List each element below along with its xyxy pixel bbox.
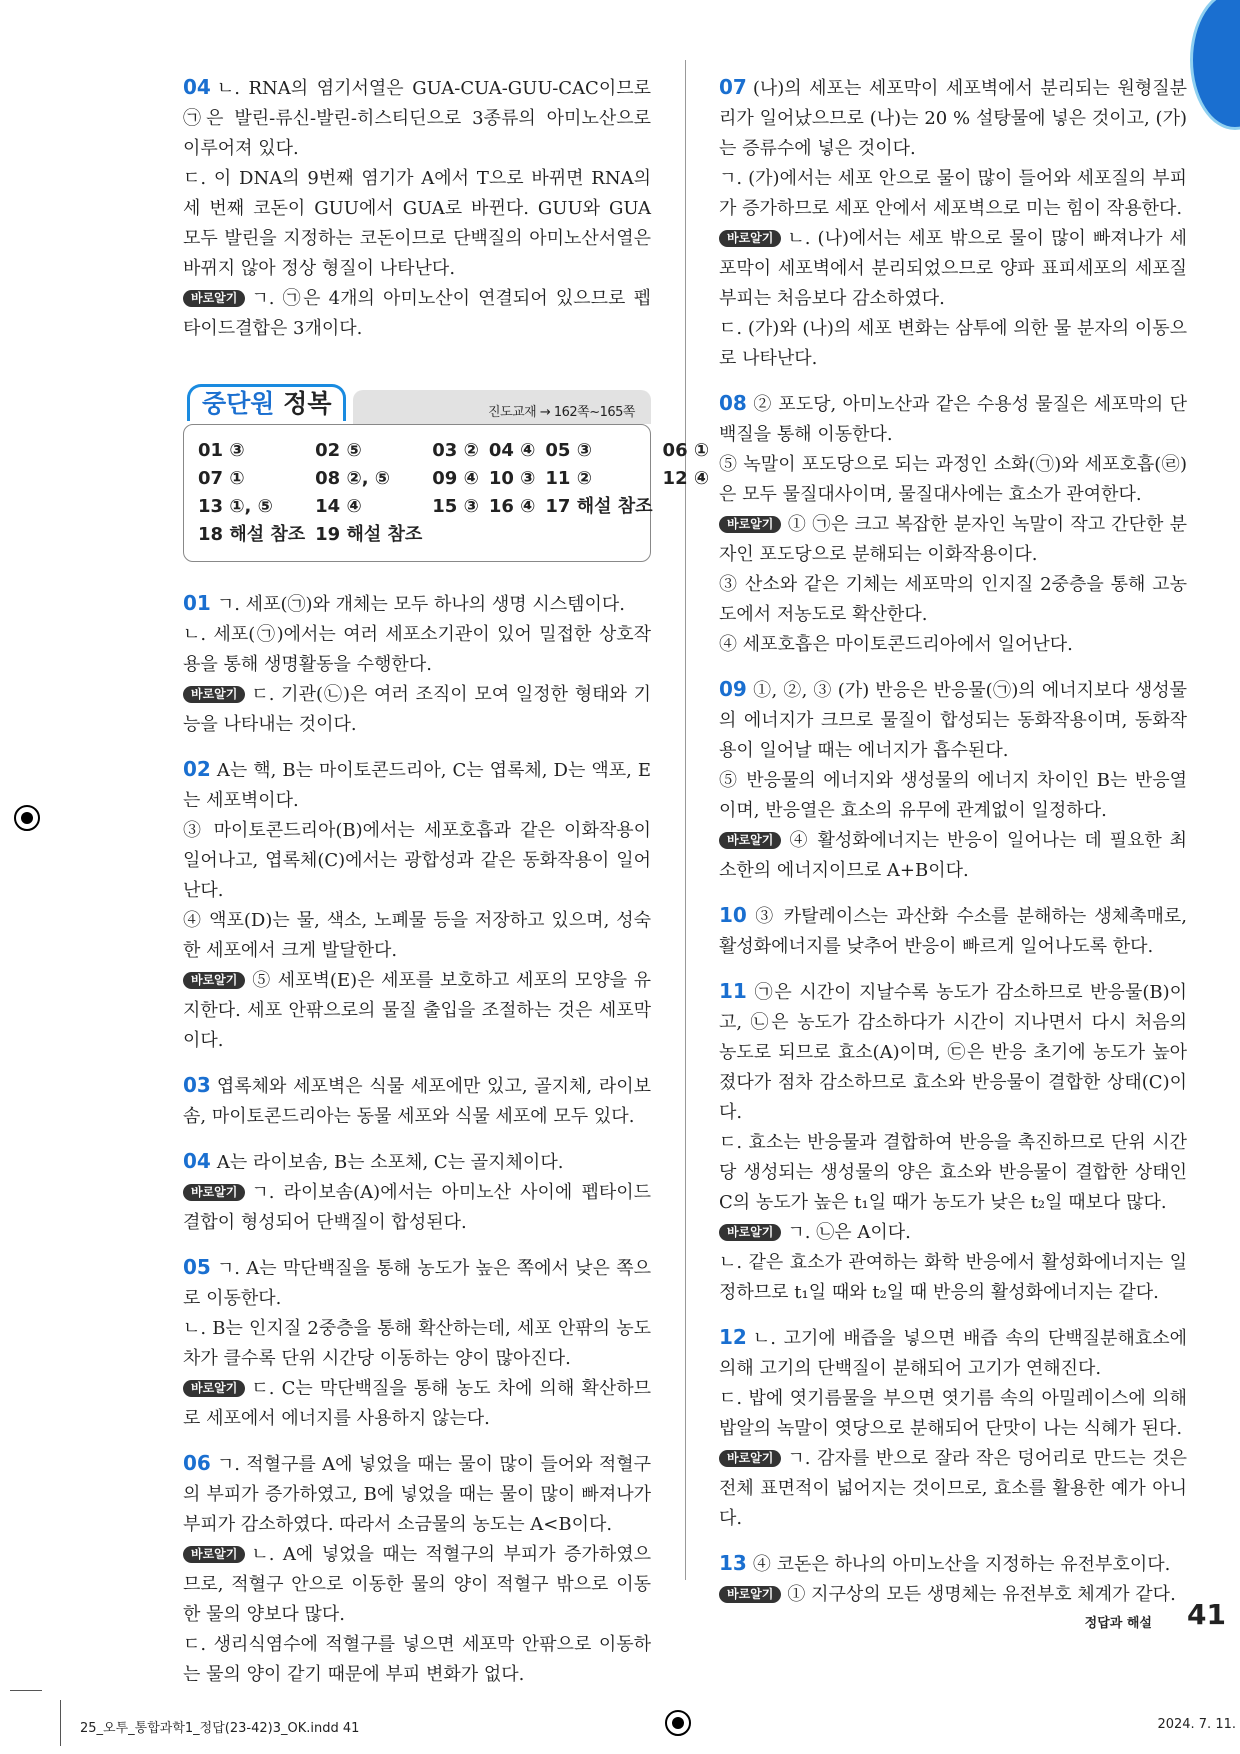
correction-badge: 바로알기 [183,686,245,703]
explanation-text: ㄷ. 기관(㉡)은 여러 조직이 모여 일정한 형태와 기능을 나타내는 것이다. [183,684,651,735]
explanation-paragraph [719,450,1187,510]
explanation-paragraph [719,766,1187,826]
answer-key-item: 13 ①, ⑤ [198,496,273,517]
explanation-text: ⑤ 반응물의 에너지와 생성물의 에너지 차이인 B는 반응열이며, 반응열은 효소의 유무에 관계없이 일정하다. [719,770,1187,821]
explanation-paragraph [719,72,1187,164]
explanation-text: (나)의 세포는 세포막이 세포벽에서 분리되는 원형질분리가 일어났으므로 (나)는 20 % 설탕물에 넣은 것이고, (가)는 증류수에 넣은 것이다. [719,78,1187,159]
answer-key-item: 10 ③ [488,468,536,489]
answer-key-item: 09 ④ [432,468,479,489]
explanation-text: ⑤ 녹말이 포도당으로 되는 과정인 소화(㉠)와 세포호흡(㉣)은 모두 물질대사이며, 물질대사에는 효소가 관여한다. [719,454,1187,505]
explanation-paragraph [719,1218,1187,1248]
page-number: 41 [1187,1598,1226,1631]
explanation-text: ③ 마이토콘드리아(B)에서는 세포호흡과 같은 이화작용이 일어나고, 엽록체(C)에서는 광합성과 같은 동화작용이 일어난다. [183,820,651,901]
explanation-paragraph [719,570,1187,630]
review-page-range: 진도교재 → 162쪽~165쪽 [353,390,651,424]
explanation-text: ㄱ. (가)에서는 세포 안으로 물이 많이 들어와 세포질의 부피가 증가하므로 세포 안에서 세포벽으로 미는 힘이 작용한다. [719,168,1187,219]
explanation-paragraph [719,388,1187,450]
explanation-text: ④ 액포(D)는 물, 색소, 노폐물 등을 저장하고 있으며, 성숙한 세포에서 크게 발달한다. [183,910,651,961]
explanation-text: ② 포도당, 아미노산과 같은 수용성 물질은 세포막의 단백질을 통해 이동한다. [719,394,1187,445]
explanation-paragraph [719,826,1187,886]
review-title [187,384,346,421]
file-name: 25_오투_통합과학1_정답(23-42)3_OK.indd 41 [80,1721,360,1736]
explanation-paragraph [183,1252,651,1314]
answer-key-item: 15 ③ [432,496,479,517]
left-column [183,72,710,1704]
answer-explanation [183,72,651,344]
explanation-text: ③ 카탈레이스는 과산화 수소를 분해하는 생체촉매로, 활성화에너지를 낮추어 반응이 빠르게 일어나도록 한다. [719,906,1187,957]
correction-badge: 바로알기 [719,516,781,533]
correction-badge: 바로알기 [719,1224,781,1241]
explanation-text: ㄱ. 라이보솜(A)에서는 아미노산 사이에 펩타이드결합이 형성되어 단백질이 합성된다. [183,1182,651,1233]
review-title-black: 정복 [283,389,332,418]
explanation-paragraph [183,1070,651,1132]
explanation-paragraph [183,620,651,680]
explanation-paragraph [183,1178,651,1238]
explanation-text: ㄴ. RNA의 염기서열은 GUA-CUA-GUU-CAC이므로 ㉠은 발린-류신-발린-히스티딘으로 3종류의 아미노산으로 이루어져 있다. [183,78,651,159]
explanation-paragraph [183,1314,651,1374]
registration-mark-icon [14,805,40,831]
explanation-text: ㄷ. 이 DNA의 9번째 염기가 A에서 T으로 바뀌면 RNA의 세 번째 코돈이 GUU에서 GUA로 바뀐다. GUU와 GUA 모두 발린을 지정하는 코돈이므로 단백질의 아미노산서열은 바뀌지 않아 정상 형질이 나타난다. [183,168,651,279]
crop-mark [10,1690,42,1691]
explanation-paragraph [719,1248,1187,1308]
question-number: 04 [183,1149,211,1173]
question-number: 13 [719,1551,747,1575]
explanation-paragraph [183,164,651,284]
question-number: 01 [183,591,211,615]
correction-badge: 바로알기 [183,1380,245,1397]
explanation-text: ㄷ. 생리식염수에 적혈구를 넣으면 세포막 안팎으로 이동하는 물의 양이 같기 때문에 부피 변화가 없다. [183,1634,651,1685]
explanation-text: ㄴ. A에 넣었을 때는 적혈구의 부피가 증가하였으므로, 적혈구 안으로 이동한 물의 양이 적혈구 밖으로 이동한 물의 양보다 많다. [183,1544,651,1625]
answer-key-item: 05 ③ [545,440,592,461]
explanation-text: ㄱ. ㉡은 A이다. [787,1222,911,1243]
review-title-blue: 중단원 [202,389,275,418]
answer-key-item: 14 ④ [315,496,362,517]
correction-badge: 바로알기 [719,1586,781,1603]
explanation-paragraph [719,1384,1187,1444]
question-number: 12 [719,1325,747,1349]
explanation-text: ③ 산소와 같은 기체는 세포막의 인지질 2중층을 통해 고농도에서 저농도로 확산한다. [719,574,1187,625]
explanation-text: ㄷ. 효소는 반응물과 결합하여 반응을 촉진하므로 단위 시간당 생성되는 생성물의 양은 효소와 반응물이 결합한 상태인 C의 농도가 높은 t₁일 때가 농도가 낮은 t₂일 때보다 많다. [719,1132,1187,1213]
answer-explanation [183,1448,651,1690]
answer-key-item: 18 해설 참조 [198,524,306,545]
answer-explanation [183,754,651,1056]
explanation-text: ㄴ. 같은 효소가 관여하는 화학 반응에서 활성화에너지는 일정하므로 t₁일 때와 t₂일 때 반응의 활성화에너지는 같다. [719,1252,1187,1303]
registration-mark-icon [665,1710,691,1736]
explanation-text: ㄴ. 세포(㉠)에서는 여러 세포소기관이 있어 밀접한 상호작용을 통해 생명활동을 수행한다. [183,624,651,675]
answer-explanation [719,1322,1187,1534]
answer-key-item: 06 ① [662,440,710,461]
explanation-paragraph [719,1128,1187,1218]
correction-badge: 바로알기 [719,1450,781,1467]
explanation-text: ㄴ. (나)에서는 세포 밖으로 물이 많이 빠져나가 세포막이 세포벽에서 분리되었으므로 양파 표피세포의 세포질 부피는 처음보다 감소하였다. [719,228,1187,309]
correction-badge: 바로알기 [183,1546,245,1563]
answer-explanation [719,72,1187,374]
explanation-text: ㄷ. C는 막단백질을 통해 농도 차에 의해 확산하므로 세포에서 에너지를 사용하지 않는다. [183,1378,651,1429]
explanation-text: ㄱ. ㉠은 4개의 아미노산이 연결되어 있으므로 펩타이드결합은 3개이다. [183,288,651,339]
explanation-text: ①, ②, ③ (가) 반응은 반응물(㉠)의 에너지보다 생성물의 에너지가 크므로 물질이 합성되는 동화작용이며, 동화작용이 일어날 때는 에너지가 흡수된다. [719,680,1187,761]
question-number: 07 [719,75,747,99]
question-number: 09 [719,677,747,701]
answer-key-item: 16 ④ [488,496,536,517]
explanation-paragraph [183,1448,651,1540]
answer-key-item [663,493,710,521]
explanation-text: ㄴ. 고기에 배즙을 넣으면 배즙 속의 단백질분해효소에 의해 고기의 단백질이 분해되어 고기가 연해진다. [719,1328,1187,1379]
explanation-paragraph [719,224,1187,314]
crop-mark [60,1700,61,1746]
question-number: 11 [719,979,747,1003]
right-column [719,72,1187,1624]
explanation-paragraph [183,754,651,816]
answer-key-item: 03 ② [432,440,479,461]
explanation-text: ⑤ 세포벽(E)은 세포를 보호하고 세포의 모양을 유지한다. 세포 안팎으로의 물질 출입을 조절하는 것은 세포막이다. [183,970,651,1051]
explanation-paragraph [719,630,1187,660]
explanation-text: ㄷ. (가)와 (나)의 세포 변화는 삼투에 의한 물 분자의 이동으로 나타난다. [719,318,1187,369]
correction-badge: 바로알기 [183,290,245,307]
explanation-paragraph [183,966,651,1056]
explanation-text: ㄱ. 세포(㉠)와 개체는 모두 하나의 생명 시스템이다. [216,594,626,615]
answer-explanation [719,900,1187,962]
explanation-paragraph [183,588,651,620]
answer-key-item: 02 ⑤ [315,440,362,461]
question-number: 05 [183,1255,211,1279]
explanation-paragraph [719,164,1187,224]
explanation-text: ④ 세포호흡은 마이토콘드리아에서 일어난다. [719,634,1073,655]
explanation-paragraph [719,510,1187,570]
explanation-paragraph [183,284,651,344]
answer-explanation [183,1070,651,1132]
explanation-paragraph [183,816,651,906]
explanation-text: ㄴ. B는 인지질 2중층을 통해 확산하는데, 세포 안팎의 농도 차가 클수록 단위 시간당 이동하는 양이 많아진다. [183,1318,651,1369]
explanation-text: ㄱ. 적혈구를 A에 넣었을 때는 물이 많이 들어와 적혈구의 부피가 증가하였고, B에 넣었을 때는 물이 많이 빠져나가 부피가 감소하였다. 따라서 소금물의 농도는 A<B이다. [183,1454,651,1535]
question-number: 02 [183,757,211,781]
explanation-paragraph [719,314,1187,374]
print-date: 2024. 7. 11. [1157,1717,1236,1732]
correction-badge: 바로알기 [719,230,781,247]
explanation-paragraph [719,1580,1187,1610]
question-number: 03 [183,1073,211,1097]
explanation-text: A는 라이보솜, B는 소포체, C는 골지체이다. [216,1152,564,1173]
answer-key-item: 11 ② [545,468,592,489]
explanation-text: 엽록체와 세포벽은 식물 세포에만 있고, 골지체, 라이보솜, 마이토콘드리아는 동물 세포와 식물 세포에 모두 있다. [183,1076,651,1127]
answer-key-item: 17 해설 참조 [545,496,653,517]
answer-key-box [183,424,710,562]
explanation-paragraph [183,1374,651,1434]
explanation-text: ① 지구상의 모든 생명체는 유전부호 체계가 같다. [787,1584,1176,1605]
explanation-paragraph [183,680,651,740]
explanation-paragraph [719,674,1187,766]
answer-key-item: 12 ④ [662,468,710,489]
answer-key-item: 19 해설 참조 [315,524,423,545]
explanation-text: ④ 활성화에너지는 반응이 일어나는 데 필요한 최소한의 에너지이므로 A+B이다. [719,830,1187,881]
answer-explanation [183,1146,651,1238]
explanation-paragraph [719,1444,1187,1534]
answer-explanation [719,674,1187,886]
explanation-paragraph [719,1322,1187,1384]
explanation-text: ㄱ. 감자를 반으로 잘라 작은 덩어리로 만드는 것은 전체 표면적이 넓어지는 것이므로, 효소를 활용한 예가 아니다. [719,1448,1187,1529]
correction-badge: 바로알기 [183,1184,245,1201]
section-label: 정답과 해설 [1084,1616,1152,1631]
review-section [183,384,710,562]
explanation-paragraph [183,72,651,164]
explanation-paragraph [719,900,1187,962]
answer-key-item: 07 ① [198,468,245,489]
question-number: 04 [183,75,211,99]
explanation-text: ㄷ. 밥에 엿기름물을 부으면 엿기름 속의 아밀레이스에 의해 밥알의 녹말이 엿당으로 분해되어 단맛이 나는 식혜가 된다. [719,1388,1187,1439]
chapter-tab [1190,0,1240,130]
answer-explanation [719,1548,1187,1610]
answer-explanation [719,388,1187,660]
explanation-paragraph [183,1540,651,1630]
answer-explanation [183,588,651,740]
answer-key-item: 04 ④ [488,440,536,461]
explanation-text: ① ㉠은 크고 복잡한 분자인 녹말이 작고 간단한 분자인 포도당으로 분해되는 이화작용이다. [719,514,1187,565]
explanation-paragraph [183,1630,651,1690]
explanation-text: ㉠은 시간이 지날수록 농도가 감소하므로 반응물(B)이고, ㉡은 농도가 감소하다가 시간이 지나면서 다시 처음의 농도로 되므로 효소(A)이며, ㉢은 반응 초기에 농도가 높아졌다가 점차 감소하므로 효소와 반응물이 결합한 상태(C)이다. [719,982,1187,1123]
explanation-paragraph [183,1146,651,1178]
explanation-text: ④ 코돈은 하나의 아미노산을 지정하는 유전부호이다. [752,1554,1171,1575]
explanation-text: ㄱ. A는 막단백질을 통해 농도가 높은 쪽에서 낮은 쪽으로 이동한다. [183,1258,651,1309]
answer-explanation [719,976,1187,1308]
explanation-paragraph [183,906,651,966]
explanation-text: A는 핵, B는 마이토콘드리아, C는 엽록체, D는 액포, E는 세포벽이다. [183,760,651,811]
explanation-paragraph [719,1548,1187,1580]
question-number: 06 [183,1451,211,1475]
correction-badge: 바로알기 [719,832,781,849]
explanation-paragraph [719,976,1187,1128]
answer-key-item: 08 ②, ⑤ [315,468,391,489]
answer-key-item: 01 ③ [198,440,245,461]
question-number: 10 [719,903,747,927]
column-divider [685,60,686,1580]
answer-explanation [183,1252,651,1434]
question-number: 08 [719,391,747,415]
correction-badge: 바로알기 [183,972,245,989]
